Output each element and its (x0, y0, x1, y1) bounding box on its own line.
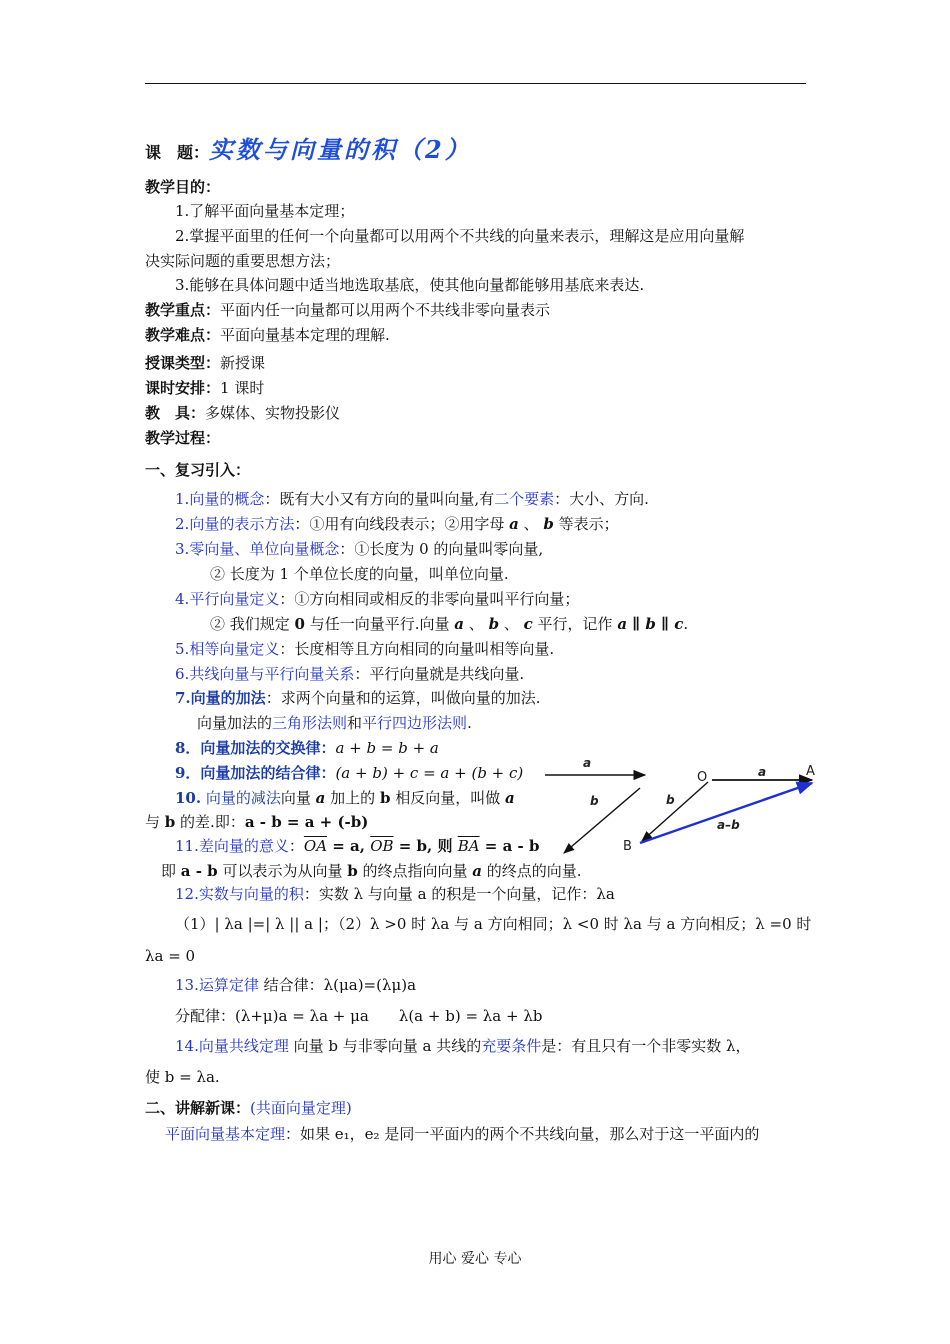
vector-ob-label: b (666, 793, 675, 807)
review-item-13-cont: 分配律：(λ+μ)a = λa + μa λ(a + b) = λa + λb (175, 1007, 543, 1025)
review-item-5: 5.相等向量定义：长度相等且方向相同的向量叫相等向量. (175, 640, 555, 658)
review-item-1: 1.向量的概念：既有大小又有方向的量叫向量,有二个要素：大小、方向. (175, 490, 649, 508)
basic-theorem: 平面向量基本定理：如果 e₁，e₂ 是同一平面内的两个不共线向量，那么对于这一平面内的 (165, 1125, 760, 1143)
schedule: 课时安排：1 课时 (145, 379, 265, 397)
objective-item-1: 1.了解平面向量基本定理； (175, 202, 355, 220)
review-item-3: 3.零向量、单位向量概念：①长度为 0 的向量叫零向量, (175, 540, 544, 558)
header-rule (145, 83, 806, 84)
key-point: 教学重点：平面内任一向量都可以用两个不共线非零向量表示 (145, 301, 551, 319)
process-heading: 教学过程： (145, 429, 221, 447)
difficulty: 教学难点：平面向量基本定理的理解. (145, 326, 390, 344)
review-item-9: 9．向量加法的结合律：(a + b) + c = a + (b + c) (175, 764, 524, 782)
review-item-4-cont: ② 我们规定 0 与任一向量平行.向量 a 、 b 、 c 平行，记作 a ∥ b ∥ c. (210, 615, 689, 633)
section2-heading: 二、讲解新课：(共面向量定理) (145, 1099, 352, 1117)
course-type: 授课类型：新授课 (145, 354, 266, 372)
review-item-7-cont: 向量加法的三角形法则和平行四边形法则. (197, 714, 472, 732)
review-item-11: 11.差向量的意义：$\overline{OA} = a$, $\overline{OB} = b$, 则 $\overline{BA} = a - b$ (175, 837, 540, 855)
lesson-title: 课 题：实数与向量的积（2） (145, 135, 472, 164)
vector-subtraction-diagram (540, 755, 820, 860)
point-b-label: B (623, 839, 632, 854)
review-item-7: 7.向量的加法：求两个向量和的运算，叫做向量的加法. (175, 689, 541, 707)
objective-item-2: 2.掌握平面里的任何一个向量都可以用两个不共线的向量来表示，理解这是应用向量解 (175, 227, 745, 245)
review-item-10: 10. 向量的减法向量 a 加上的 b 相反向量，叫做 a (175, 789, 515, 807)
review-item-4: 4.平行向量定义：①方向相同或相反的非零向量叫平行向量； (175, 590, 580, 608)
lesson-title-text: 实数与向量的积（2） (209, 135, 472, 164)
review-item-6: 6.共线向量与平行向量关系：平行向量就是共线向量. (175, 665, 525, 683)
review-item-13: 13.运算定律 结合律：λ(μa)=(λμ)a (175, 976, 417, 994)
tools: 教 具：多媒体、实物投影仪 (145, 404, 341, 422)
objective-item-3: 3.能够在具体问题中适当地选取基底，使其他向量都能够用基底来表达. (175, 276, 645, 294)
point-o-label: O (697, 770, 708, 785)
vector-a-label: a (583, 756, 592, 770)
point-a-label: A (806, 764, 815, 779)
review-item-12-cont2: λa = 0 (145, 947, 196, 965)
review-item-2: 2.向量的表示方法：①用有向线段表示；②用字母 a 、 b 等表示； (175, 515, 619, 533)
objectives-heading: 教学目的： (145, 178, 221, 196)
review-item-14-cont: 使 b = λa. (145, 1068, 220, 1086)
review-item-11-cont: 即 a - b 可以表示为从向量 b 的终点指向向量 a 的终点的向量. (161, 862, 582, 880)
vector-ba-label: a–b (717, 818, 740, 832)
objective-item-2-cont: 决实际问题的重要思想方法； (145, 252, 341, 270)
page-footer: 用心 爱心 专心 (428, 1251, 522, 1267)
review-item-3-cont: ② 长度为 1 个单位长度的向量，叫单位向量. (210, 565, 509, 583)
vector-ob-arrow (642, 782, 708, 841)
review-item-14: 14.向量共线定理 向量 b 与非零向量 a 共线的充要条件是：有且只有一个非零实数 λ， (175, 1037, 751, 1055)
review-item-12-cont: （1）| λa |=| λ || a |；（2）λ >0 时 λa 与 a 方向相同；λ <0 时 λa 与 a 方向相反；λ =0 时 (175, 915, 812, 933)
review-item-10-cont: 与 b 的差.即：a - b = a + (-b) (145, 813, 369, 831)
review-item-8: 8．向量加法的交换律：a + b = b + a (175, 739, 439, 757)
vector-ba-arrow (640, 783, 812, 843)
vector-b-label: b (590, 794, 599, 808)
vector-oa-label: a (758, 765, 767, 779)
section1-heading: 一、复习引入： (145, 461, 251, 479)
review-item-12: 12.实数与向量的积：实数 λ 与向量 a 的积是一个向量，记作：λa (175, 885, 615, 903)
